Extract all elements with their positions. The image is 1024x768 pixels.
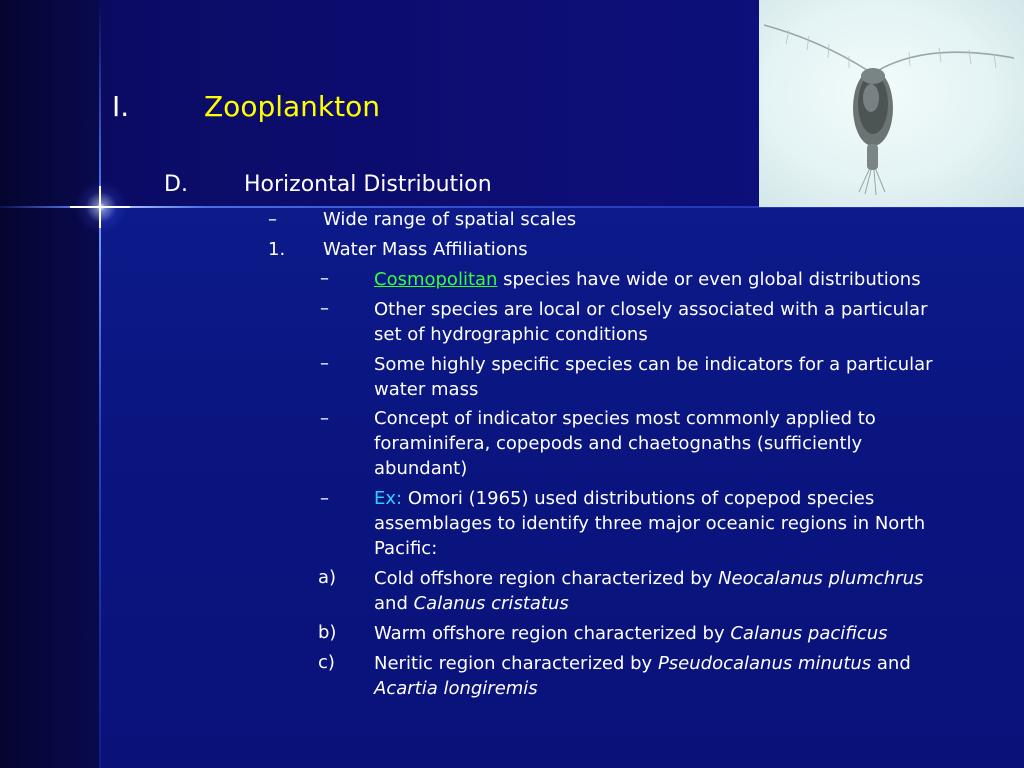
vertical-accent-line xyxy=(99,0,101,768)
subheading-number: D. xyxy=(164,172,188,197)
list-item-example xyxy=(374,486,874,511)
list-item-specific-species: Some highly specific species can be indicators for a particular xyxy=(374,354,933,375)
list-item-region-c xyxy=(374,651,911,676)
dash-marker: – xyxy=(320,298,329,319)
region-a-text: Cold offshore region characterized by xyxy=(374,568,719,589)
sparkle-ray-horizontal xyxy=(70,206,130,208)
copepod-image xyxy=(759,0,1024,207)
list-item-region-a-cont xyxy=(374,591,569,616)
region-b-species1: Calanus pacificus xyxy=(730,623,888,644)
cosmopolitan-link[interactable]: Cosmopolitan xyxy=(374,269,498,290)
dash-marker: – xyxy=(320,488,329,509)
letter-marker-c: c) xyxy=(318,652,335,673)
region-a-species2: Calanus cristatus xyxy=(413,593,569,614)
region-a-mid: and xyxy=(374,593,414,614)
subheading: Horizontal Distribution xyxy=(244,172,492,197)
dash-marker: – xyxy=(320,353,329,374)
list-item-indicator-concept: Concept of indicator species most commonly applied to xyxy=(374,408,876,429)
list-item-region-a xyxy=(374,566,923,591)
region-c-text: Neritic region characterized by xyxy=(374,653,658,674)
title-number: I. xyxy=(112,90,130,123)
list-item-cosmopolitan xyxy=(374,267,921,292)
list-item-spatial-scales: Wide range of spatial scales xyxy=(323,209,577,230)
letter-marker-a: a) xyxy=(318,567,337,588)
copepod-illustration xyxy=(759,0,1024,207)
list-item-other-species-cont: set of hydrographic conditions xyxy=(374,324,648,345)
region-a-species1: Neocalanus plumchrus xyxy=(718,568,924,589)
letter-marker-b: b) xyxy=(318,622,337,643)
slide-title: Zooplankton xyxy=(204,90,380,123)
region-b-text: Warm offshore region characterized by xyxy=(374,623,731,644)
list-item-specific-species-cont: water mass xyxy=(374,379,479,400)
number-marker: 1. xyxy=(268,239,286,260)
cosmopolitan-text: species have wide or even global distributions xyxy=(497,269,921,290)
dash-marker: – xyxy=(268,209,277,230)
list-item-indicator-concept-cont: abundant) xyxy=(374,458,468,479)
list-item-example-cont: assemblages to identify three major oceanic regions in North xyxy=(374,513,926,534)
list-item-other-species: Other species are local or closely associated with a particular xyxy=(374,299,928,320)
region-c-species1: Pseudocalanus minutus xyxy=(657,653,872,674)
region-c-species2: Acartia longiremis xyxy=(374,678,538,699)
left-band xyxy=(0,0,100,768)
example-text: Omori (1965) used distributions of copepod species xyxy=(402,488,875,509)
dash-marker: – xyxy=(320,408,329,429)
list-item-region-c-cont xyxy=(374,676,538,701)
region-c-post: and xyxy=(871,653,911,674)
example-label: Ex: xyxy=(374,488,403,509)
dash-marker: – xyxy=(320,268,329,289)
list-item-region-b xyxy=(374,621,888,646)
list-item-water-mass: Water Mass Affiliations xyxy=(323,239,528,260)
list-item-example-cont: Pacific: xyxy=(374,538,438,559)
list-item-indicator-concept-cont: foraminifera, copepods and chaetognaths (sufficiently xyxy=(374,433,863,454)
